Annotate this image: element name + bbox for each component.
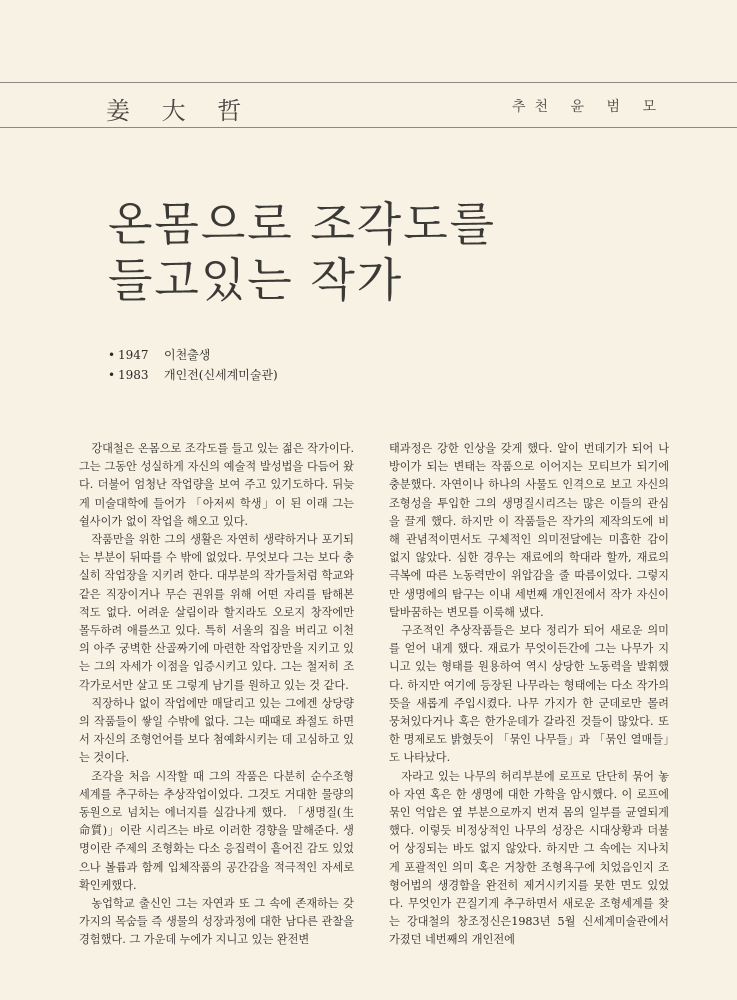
bio-text: 개인전(신세계미술관): [164, 368, 278, 382]
paragraph: 조각을 처음 시작할 때 그의 작품은 다분히 순수조형 세계를 추구하는 추상작업이었다. 그것도 거대한 물량의 동원으로 넘치는 에너지를 실감나게 했다. 「생명질(生命質)」이란 시리즈는 바로 이러한 경향을 말해준다. 생명이란 주제의 조형화는 다소 응집력이 흩어진 감도 있었으나 볼륨과 함께 입체작품의 공간감을 적극적인 자세로 확인케했다.: [79, 769, 354, 892]
title-line: 들고있는 작가: [108, 253, 404, 307]
bio-entry: [108, 365, 278, 385]
paragraph: 태과정은 강한 인상을 갖게 했다. 알이 번데기가 되어 나방이가 되는 변태는 작품으로 이어지는 모티브가 되기에 충분했다. 자연이나 하나의 사물도 인격으로 보고 자신의 조형성을 투입한 그의 생명질시리즈는 많은 이들의 관심을 끌게 했다. 하지만 이 작품들은 작가의 제작의도에 비해 관념적이면서도 구체적인 의미전달에는 미흡한 감이 없지 않았다. 심한 경우는 재료에의 학대라 할까, 재료의 극복에 따른 노동력만이 위압감을 줄 따름이었다. 그렇지만 생명에의 탐구는 이내 세번째 개인전에서 작가 자신이 탈바꿈하는 변모를 이룩해 냈다.: [389, 442, 669, 619]
title-line: 온몸으로 조각도를: [108, 197, 497, 251]
bio-entry: [108, 345, 278, 365]
artist-bio: [108, 345, 278, 385]
header-bottom-rule: [0, 127, 737, 128]
bio-text: 이천출생: [164, 348, 211, 362]
paragraph: 작품만을 위한 그의 생활은 자연히 생략하거나 포기되는 부분이 뒤따를 수 밖에 없었다. 무엇보다 그는 보다 충실히 작업장을 지키려 한다. 대부분의 작가들처럼 학교와 같은 직장이거나 무슨 권위를 위해 어떤 자리를 탐해본 적도 없다. 어려운 살림이라 할지라도 오로지 창작에만 몰두하려 애를쓰고 있다. 특히 서울의 집을 버리고 이천의 아주 궁벽한 산골짜기에 마련한 작업장만을 지키고 있는 그의 자세가 이점을 입증시키고 있다. 그는 철저히 조각가로서만 살고 또 그렇게 남기를 원하고 있는 것 같다.: [79, 533, 354, 692]
body-column-right: [389, 440, 669, 950]
bio-year: 1947: [118, 348, 149, 362]
article-title: [108, 196, 668, 308]
artist-name-hanja: 姜 大 哲: [106, 97, 254, 125]
paragraph: 직장하나 없이 작업에만 매달리고 있는 그에겐 상당량의 작품들이 쌓일 수밖에 없다. 그는 때때로 좌절도 하면서 자신의 조형언어를 보다 첨예화시키는 데 고심하고 있는 것이다.: [79, 696, 354, 765]
paragraph: 자라고 있는 나무의 허리부분에 로프로 단단히 묶어 놓아 자연 혹은 한 생명에 대한 가학을 암시했다. 이 로프에 묶인 억압은 옆 부분으로까지 번져 몸의 일부를 균열되게 했다. 이렇듯 비정상적인 나무의 성장은 시대상황과 더불어 상징되는 바도 없지 않았다. 하지만 그 속에는 지나치게 포괄적인 의미 혹은 거창한 조형욕구에 치었음인지 조형어법의 생경함을 완전히 제거시키지를 못한 면도 있었다. 무엇인가 끈질기게 추구하면서 새로운 조형세계를 찾는 강대철의 창조정신은1983년 5월 신세계미술관에서 가졌던 네번째의 개인전에: [389, 769, 669, 947]
paragraph: 강대철은 온몸으로 조각도를 들고 있는 젊은 작가이다. 그는 그동안 성실하게 자신의 예술적 발성법을 다듬어 왔다. 더불어 엄청난 작업량을 보여 주고 있기도하다. 뒤늦게 미술대학에 들어가 「아저씨 학생」이 된 이래 그는 쉴사이가 없이 작업을 해오고 있다.: [79, 442, 354, 528]
bullet-icon: •: [108, 368, 116, 382]
bullet-icon: •: [108, 348, 116, 362]
body-column-left: [79, 440, 354, 950]
recommender-label: 추천 윤 범 모: [512, 99, 665, 115]
header-top-rule: [0, 82, 737, 83]
paragraph: 농업학교 출신인 그는 자연과 또 그 속에 존재하는 갖가지의 목숨들 즉 생물의 성장과정에 대한 남다른 관찰을 경험했다. 그 가운데 누에가 지니고 있는 완전변: [79, 897, 354, 947]
paragraph: 구조적인 추상작품들은 보다 정리가 되어 새로운 의미를 얻어 내게 했다. 재료가 무엇이든간에 그는 나무가 지니고 있는 형태를 원용하여 역시 상당한 노동력을 발휘했다. 하지만 여기에 등장된 나무라는 형태에는 다소 작가의 뜻을 새롭게 주입시켰다. 나무 가지가 한 군데로만 몰려 뭉쳐있다거나 혹은 한가운데가 갈라진 것들이 많았다. 또한 명제로도 밝혔듯이 「묶인 나무들」과 「묶인 열매들」도 나타났다.: [389, 624, 669, 765]
bio-year: 1983: [118, 368, 149, 382]
